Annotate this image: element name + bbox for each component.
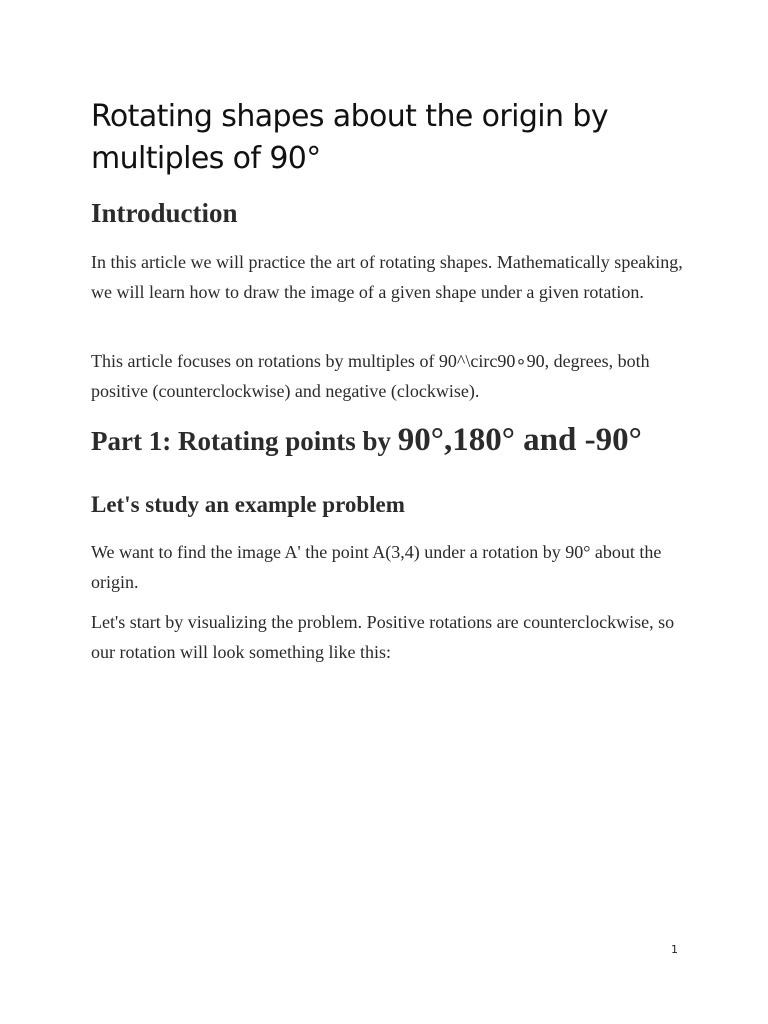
part-1-heading	[91, 418, 642, 463]
example-heading: Let's study an example problem	[91, 492, 405, 517]
intro-paragraph-1: In this article we will practice the art of rotating shapes. Mathematically speaking, we will learn how to draw the image of a given shape under a given rotation.	[91, 252, 683, 302]
introduction-heading: Introduction	[91, 198, 238, 228]
part-1-heading-text: Part 1: Rotating points by	[91, 426, 398, 456]
example-paragraph-1: We want to find the image A' the point A(3,4) under a rotation by 90° about the origin.	[91, 542, 662, 592]
document-title: Rotating shapes about the origin by multiples of 90°	[91, 99, 608, 176]
example-paragraph-2: Let's start by visualizing the problem. Positive rotations are counterclockwise, so our rotation will look something like this:	[91, 612, 675, 662]
page-number: 1	[671, 943, 678, 956]
part-1-heading-math: 90°,180° and -90°	[397, 422, 642, 458]
intro-paragraph-2: This article focuses on rotations by multiples of 90^\circ90∘90, degrees, both positive (counterclockwise) and negative (clockwise).	[91, 351, 650, 401]
